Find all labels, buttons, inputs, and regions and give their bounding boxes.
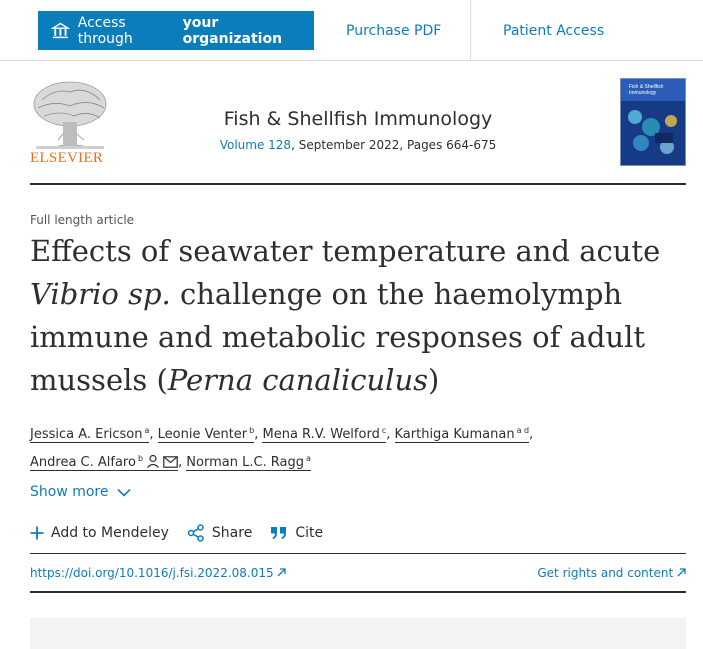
person-icon <box>146 454 160 468</box>
add-to-mendeley-button[interactable] <box>30 525 169 541</box>
institution-icon <box>51 21 70 41</box>
title-text-1: Effects of seawater temperature and acute <box>30 234 661 268</box>
author-affiliation: a d <box>516 426 530 435</box>
access-button-label: Access through <box>77 14 133 47</box>
journal-cover-image[interactable] <box>620 78 686 166</box>
purchase-pdf-link[interactable]: Purchase PDF <box>346 22 442 39</box>
cite-label: Cite <box>295 525 324 541</box>
access-through-organization-button[interactable] <box>38 11 314 50</box>
external-link-icon <box>277 568 286 577</box>
access-bar <box>0 0 703 61</box>
author-name: Mena R.V. Welford <box>262 427 380 442</box>
content-panel <box>30 618 686 649</box>
author-affiliation: c <box>381 426 387 435</box>
issue-info <box>30 138 686 152</box>
journal-header <box>30 74 686 185</box>
author-link[interactable] <box>186 455 311 471</box>
doi-rights-row <box>30 553 686 593</box>
title-italic-1: Vibrio sp. <box>30 277 171 311</box>
elsevier-wordmark[interactable]: ELSEVIER <box>30 150 104 166</box>
author-name: Norman L.C. Ragg <box>186 455 305 470</box>
author-name: Karthiga Kumanan <box>394 427 515 442</box>
article-type: Full length article <box>30 213 135 227</box>
mail-icon <box>163 456 178 468</box>
author-name: Andrea C. Alfaro <box>30 455 136 470</box>
share-label: Share <box>211 525 253 541</box>
journal-title[interactable]: Fish & Shellfish Immunology <box>223 108 493 130</box>
external-link-icon <box>677 568 686 577</box>
author-affiliation: b <box>249 426 255 435</box>
show-more-button[interactable] <box>30 484 131 500</box>
chevron-down-icon <box>117 488 131 497</box>
author-name: Leonie Venter <box>157 427 248 442</box>
author-link[interactable] <box>262 427 386 443</box>
title-italic-2: Perna canaliculus <box>167 363 429 397</box>
get-rights-link[interactable] <box>537 566 686 580</box>
author-link[interactable] <box>395 427 530 443</box>
share-button[interactable] <box>187 524 252 542</box>
author-link[interactable] <box>158 427 255 443</box>
article-title <box>30 230 680 402</box>
show-more-label: Show more <box>30 484 109 500</box>
doi-link[interactable] <box>30 566 286 580</box>
issue-details: , September 2022, Pages 664-675 <box>291 138 497 152</box>
cite-button[interactable] <box>270 525 323 541</box>
title-text-2: challenge on the haemolymph immune and metabolic responses of adult mussels ( <box>30 277 646 397</box>
patient-access-link[interactable]: Patient Access <box>503 22 605 39</box>
plus-icon <box>30 526 44 540</box>
title-text-3: ) <box>428 363 440 397</box>
access-button-bold-label: your organization <box>182 14 283 47</box>
volume-link[interactable]: Volume 128 <box>219 138 292 152</box>
author-affiliation: a <box>144 426 150 435</box>
quote-icon <box>270 526 288 540</box>
author-affiliation: b <box>137 454 144 463</box>
divider <box>470 0 471 61</box>
cover-title: Fish & Shellfish Immunology <box>629 84 664 96</box>
article-actions <box>30 521 341 545</box>
author-affiliation: a <box>306 454 311 463</box>
author-list: Jessica A. Ericson $^a$, Leonie Venter $^b$, Mena R.V. Welford $^c$, Karthiga Kumanan $^{a d}$, Andrea C. Alfaro $^b$ , Norman L.C. Ragg $^a$ <box>30 426 534 470</box>
rights-text: Get rights and content <box>537 566 674 580</box>
share-icon <box>187 524 205 542</box>
author-name: Jessica A. Ericson <box>30 427 143 442</box>
corresponding-author-link[interactable] <box>30 455 178 471</box>
doi-text: https://doi.org/10.1016/j.fsi.2022.08.015 <box>30 566 274 580</box>
author-link[interactable] <box>30 427 149 443</box>
mendeley-label: Add to Mendeley <box>51 525 169 541</box>
